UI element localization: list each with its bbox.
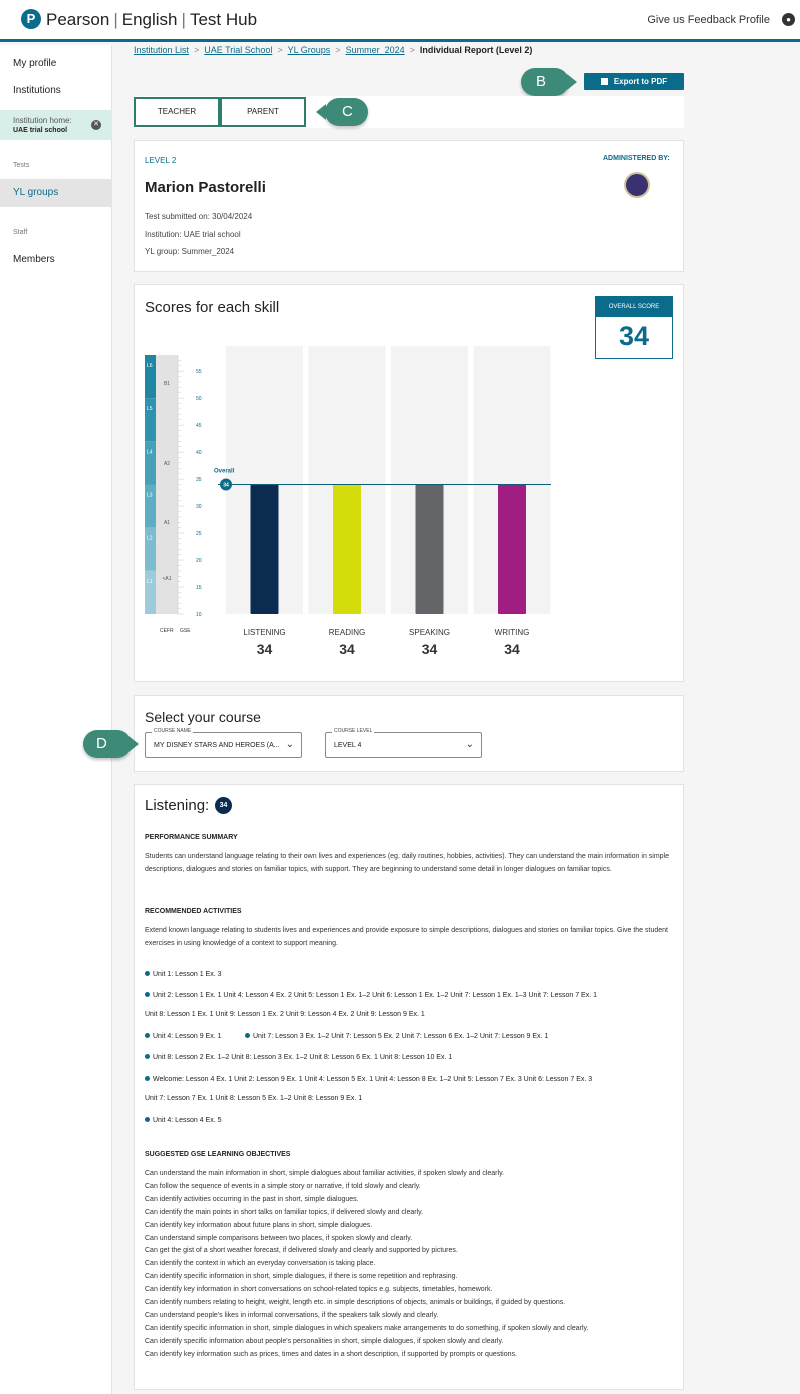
bar-reading (333, 485, 361, 615)
yl-group-info: YL group: Summer_2024 (145, 247, 235, 256)
activity-item-continuation[interactable]: Unit 7: Lesson 7 Ex. 1 Unit 8: Lesson 5 Ex. 1–2 Unit 8: Lesson 9 Ex. 1 (145, 1095, 363, 1102)
level-band (145, 571, 156, 614)
administered-by-label: ADMINISTERED BY: (603, 155, 670, 162)
level-band (145, 441, 156, 484)
overall-score-box (595, 296, 673, 359)
performance-summary-heading: PERFORMANCE SUMMARY (145, 834, 238, 841)
course-name-label: COURSE NAME (154, 728, 192, 734)
tests-section-label: Tests (13, 162, 30, 169)
level-label: L2 (147, 535, 153, 542)
skill-score-speaking: 34 (421, 641, 438, 657)
skill-label-speaking: SPEAKING (409, 628, 450, 637)
level-label: L3 (147, 492, 153, 499)
sidebar-item-yl-groups[interactable] (0, 179, 112, 207)
level-band (145, 355, 156, 398)
tab-parent[interactable]: PARENT (220, 97, 306, 127)
skills-bar-chart (210, 340, 560, 620)
course-title: Select your course (145, 709, 261, 725)
export-pdf-button[interactable]: Export to PDF (584, 73, 684, 90)
staff-section-label: Staff (13, 229, 28, 236)
user-icon[interactable]: ● (782, 13, 795, 26)
skill-label-reading: READING (328, 628, 366, 637)
learning-objective: Can identify activities occurring in the past in short, simple dialogues. (145, 1195, 359, 1203)
gse-scale (140, 340, 210, 640)
learning-objective: Can follow the sequence of events in a simple story or narrative, if told slowly and clearly. (145, 1182, 421, 1190)
school-seal-logo (624, 172, 650, 198)
level-band (145, 528, 156, 571)
feedback-link[interactable]: Give us Feedback (647, 14, 736, 26)
level-label: L4 (147, 449, 153, 456)
activity-item[interactable]: Unit 8: Lesson 2 Ex. 1–2 Unit 8: Lesson 3 Ex. 1–2 Unit 8: Lesson 6 Ex. 1 Unit 8: Lesson 10 Ex. 1 (145, 1054, 452, 1061)
cefr-band-label: A2 (163, 461, 171, 467)
gse-tick-label: 20 (196, 558, 202, 565)
cefr-band-label: A1 (163, 520, 171, 526)
bar-writing (498, 485, 526, 615)
top-bar (0, 0, 800, 42)
learning-objective: Can get the gist of a short weather forecast, if delivered slowly and clearly and supported by pictures. (145, 1247, 458, 1255)
callout-d: D (83, 730, 131, 758)
learning-objective: Can identify specific information in short, simple dialogues, if there is some repetition and rephrasing. (145, 1273, 458, 1281)
brand-english: English (121, 10, 178, 29)
performance-summary-text: Students can understand language relating to their own lives and experiences (eg. daily routines, hobbies, activities). They can understand the main information in simple descriptions, dialogues and stories on familiar topics, with support. They are beginning to understand some detail in longer dialogues on familiar topics. (145, 853, 670, 873)
overall-marker-value: 34 (223, 482, 229, 489)
tab-teacher[interactable]: TEACHER (134, 97, 220, 127)
learning-objective: Can identify key information about future plans in short, simple dialogues. (145, 1221, 373, 1229)
close-icon[interactable]: ✕ (91, 120, 101, 130)
course-name-value: MY DISNEY STARS AND HEROES (A... (154, 742, 280, 749)
gse-tick-label: 30 (196, 504, 202, 511)
breadcrumb-yl-groups[interactable]: YL Groups (287, 45, 331, 55)
breadcrumb-institution-list[interactable]: Institution List (134, 45, 190, 55)
app-title: Pearson | English | Test Hub (46, 10, 258, 29)
level-label: L6 (147, 363, 153, 369)
learning-objective: Can understand the main information in short, simple dialogues about familiar activities, if spoken slowly and clearly. (145, 1170, 504, 1177)
course-level-label: COURSE LEVEL (334, 728, 373, 734)
activity-item[interactable]: Unit 4: Lesson 9 Ex. 1 (145, 1033, 221, 1040)
course-name-select[interactable] (145, 728, 302, 758)
sidebar-item-label: YL groups (13, 187, 59, 198)
breadcrumb-current: Individual Report (Level 2) (419, 45, 533, 55)
activity-item[interactable]: Welcome: Lesson 4 Ex. 1 Unit 2: Lesson 9 Ex. 1 Unit 4: Lesson 5 Ex. 1 Unit 4: Lesson 8 Ex. 1–2 Unit 5: Lesson 7 Ex. 3 Unit 6: Lesson 7 Ex. 3 (145, 1076, 592, 1083)
gse-tick-label: 15 (196, 585, 202, 592)
sidebar (0, 45, 112, 1394)
learning-objective: Can identify specific information in short, simple dialogues in which speakers make arrangements to do something, if spoken slowly and clearly. (145, 1324, 589, 1332)
level-band (145, 398, 156, 441)
sidebar-item-institutions[interactable]: Institutions (13, 85, 61, 96)
gse-objectives-heading: SUGGESTED GSE LEARNING OBJECTIVES (145, 1151, 291, 1158)
profile-menu[interactable]: Profile (738, 14, 770, 26)
breadcrumb-school[interactable]: UAE Trial School (204, 45, 273, 55)
skill-label-listening: LISTENING (243, 628, 286, 637)
learning-objective: Can understand simple comparisons between two places, if spoken slowly and clearly. (145, 1234, 413, 1242)
level-label: L5 (147, 406, 153, 413)
learning-objective: Can identify specific information about people's personalities in short, simple dialogues, if spoken slowly and clearly. (145, 1337, 504, 1345)
learning-objective: Can understand people's likes in informal conversations, if the speakers talk slowly and clearly. (145, 1311, 439, 1319)
student-name: Marion Pastorelli (145, 179, 266, 196)
cefr-axis-label: CEFR (160, 628, 174, 634)
institution-info: Institution: UAE trial school (145, 230, 241, 239)
gse-tick-label: 25 (196, 531, 202, 538)
institution-home-chip[interactable] (0, 110, 112, 140)
sidebar-item-members[interactable]: Members (13, 254, 55, 265)
listening-title: Listening: (145, 797, 210, 814)
brand-pearson: Pearson (46, 10, 110, 29)
institution-home-value: UAE trial school (13, 127, 68, 134)
breadcrumb-group[interactable]: Summer_2024 (345, 45, 405, 55)
learning-objective: Can identify key information such as prices, times and dates in a short description, if supported by prompts or questions. (145, 1350, 517, 1358)
gse-tick-label: 40 (196, 450, 202, 457)
gse-tick-label: 50 (196, 396, 202, 403)
skill-label-writing: WRITING (494, 628, 530, 637)
recommended-activities-heading: RECOMMENDED ACTIVITIES (145, 908, 242, 915)
submitted-date: Test submitted on: 30/04/2024 (145, 212, 253, 221)
gse-tick-label: 45 (196, 423, 202, 430)
overall-score-label: OVERALL SCORE (596, 297, 672, 317)
cefr-band-label: <A1 (162, 576, 172, 582)
cefr-band-label: B1 (163, 381, 171, 387)
learning-objective: Can identify the main points in short talks on familiar topics, if delivered slowly and clearly. (145, 1208, 424, 1216)
chevron-down-icon: ⌄ (285, 739, 294, 750)
brand-test-hub: Test Hub (189, 10, 258, 29)
activity-item[interactable]: Unit 4: Lesson 4 Ex. 5 (145, 1117, 221, 1124)
activity-item[interactable]: Unit 1: Lesson 1 Ex. 3 (145, 971, 221, 978)
gse-tick-label: 10 (196, 612, 202, 618)
recommended-activities-text: Extend known language relating to students lives and experiences and provide exposure to simple descriptions, dialogues and stories on familiar topics. Give the student exercises in using knowledge of a context to support meaning. (145, 927, 668, 947)
bar-listening (251, 485, 279, 615)
callout-b: B (521, 68, 569, 96)
download-icon (601, 78, 608, 85)
skill-score-reading: 34 (339, 641, 355, 657)
level-label: LEVEL 2 (145, 156, 177, 165)
activity-item[interactable]: Unit 7: Lesson 3 Ex. 1–2 Unit 7: Lesson 5 Ex. 2 Unit 7: Lesson 6 Ex. 1–2 Unit 7: Lesson 9 Ex. 1 (245, 1033, 548, 1040)
callout-c: C (325, 98, 368, 126)
level-band (145, 485, 156, 528)
level-label: L1 (147, 578, 153, 585)
learning-objective: Can identify key information in short conversations on school-related topics e.g. subjects, timetables, homework. (145, 1286, 493, 1294)
activity-item-continuation[interactable]: Unit 8: Lesson 1 Ex. 1 Unit 9: Lesson 1 Ex. 2 Unit 9: Lesson 4 Ex. 2 Unit 9: Lesson 9 Ex. 1 (145, 1011, 425, 1018)
institution-home-label: Institution home: (13, 116, 72, 125)
listening-score-badge: 34 (215, 797, 232, 814)
pearson-logo-icon[interactable]: P (21, 9, 41, 29)
sidebar-item-my-profile[interactable]: My profile (13, 58, 57, 69)
overall-marker-label: Overall (214, 468, 235, 475)
learning-objective: Can identify the context in which an everyday conversation is taking place. (145, 1260, 376, 1268)
activity-item[interactable]: Unit 2: Lesson 1 Ex. 1 Unit 4: Lesson 4 Ex. 2 Unit 5: Lesson 1 Ex. 1–2 Unit 6: Lesson 1 Ex. 1–2 Unit 7: Lesson 1 Ex. 1–3 Unit 7: Lesson 7 Ex. 1 (145, 992, 597, 999)
gse-tick-label: 55 (196, 369, 202, 376)
bar-speaking (416, 485, 444, 615)
skill-score-writing: 34 (504, 641, 520, 657)
skill-score-listening: 34 (256, 641, 273, 657)
course-level-value: LEVEL 4 (334, 742, 362, 749)
scores-title: Scores for each skill (145, 299, 280, 316)
gse-axis-label: GSE (180, 628, 191, 634)
view-tabs (134, 96, 684, 128)
overall-score-value: 34 (618, 321, 650, 351)
breadcrumb: Institution List > UAE Trial School > YL Groups > Summer_2024 > Individual Report (Level 2) (134, 45, 533, 55)
course-level-select[interactable] (325, 728, 482, 758)
learning-objective: Can identify numbers relating to height, weight, length etc. in simple descriptions of objects, animals or buildings, if guided by questions. (145, 1299, 566, 1306)
gse-tick-label: 35 (196, 477, 202, 484)
chevron-down-icon: ⌄ (465, 739, 474, 750)
